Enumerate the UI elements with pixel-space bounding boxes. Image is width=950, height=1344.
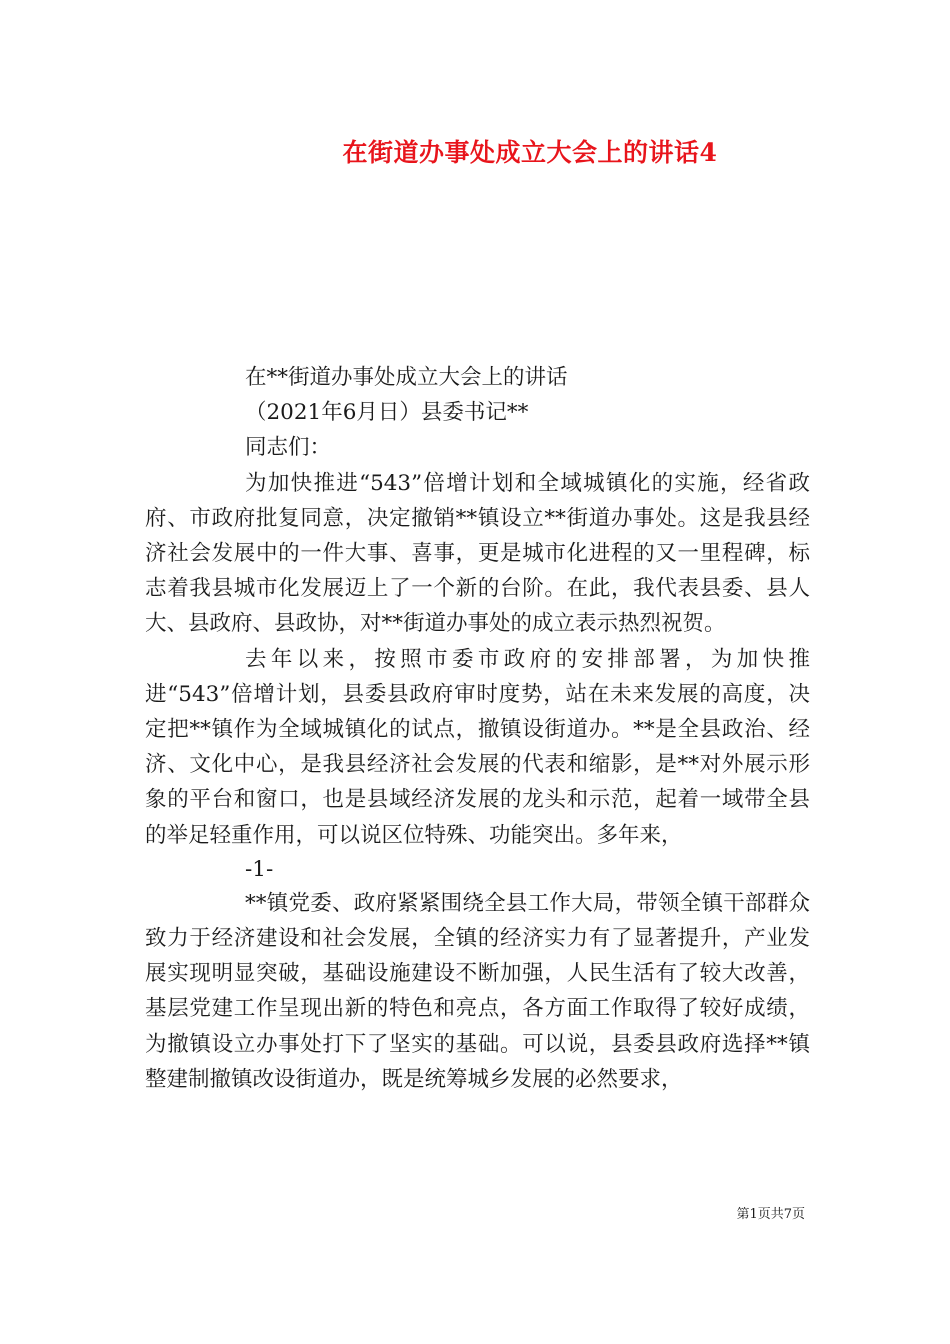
speech-date-line: （2021年6月日）县委书记** (245, 400, 529, 426)
paragraph-1: 为加快推进“543”倍增计划和全域城镇化的实施，经省政府、市政府批复同意，决定撤销**镇设立**街道办事处。这是我县经济社会发展中的一件大事、喜事，更是城市化进程的又一里程碑，标志着我县城市化发展迈上了一个新的台阶。在此，我代表县委、县人大、县政府、县政协，对**街道办事处的成立表示热烈祝贺。 (145, 470, 810, 637)
page-footer: 第1页共7页 (736, 1207, 805, 1222)
document-title: 在街道办事处成立大会上的讲话4 (342, 138, 718, 167)
paragraph-2: 去年以来，按照市委市政府的安排部署，为加快推进“543”倍增计划，县委县政府审时度势，站在未来发展的高度，决定把**镇作为全域城镇化的试点，撤镇设街道办。**是全县政治、经济、文化中心，是我县经济社会发展的代表和缩影，是**对外展示形象的平台和窗口，也是县域经济发展的龙头和示范，起着一域带全县的举足轻重作用，可以说区位特殊、功能突出。多年来， (145, 646, 810, 848)
salutation: 同志们： (245, 435, 332, 461)
inline-page-marker: -1- (245, 856, 274, 882)
document-body (145, 360, 810, 1097)
speech-subtitle: 在**街道办事处成立大会上的讲话 (245, 365, 568, 390)
paragraph-3: **镇党委、政府紧紧围绕全县工作大局，带领全镇干部群众致力于经济建设和社会发展，全镇的经济实力有了显著提升，产业发展实现明显突破，基础设施建设不断加强，人民生活有了较大改善，基层党建工作呈现出新的特色和亮点，各方面工作取得了较好成绩，为撤镇设立办事处打下了坚实的基础。可以说，县委县政府选择**镇整建制撤镇改设街道办，既是统筹城乡发展的必然要求， (145, 890, 810, 1092)
